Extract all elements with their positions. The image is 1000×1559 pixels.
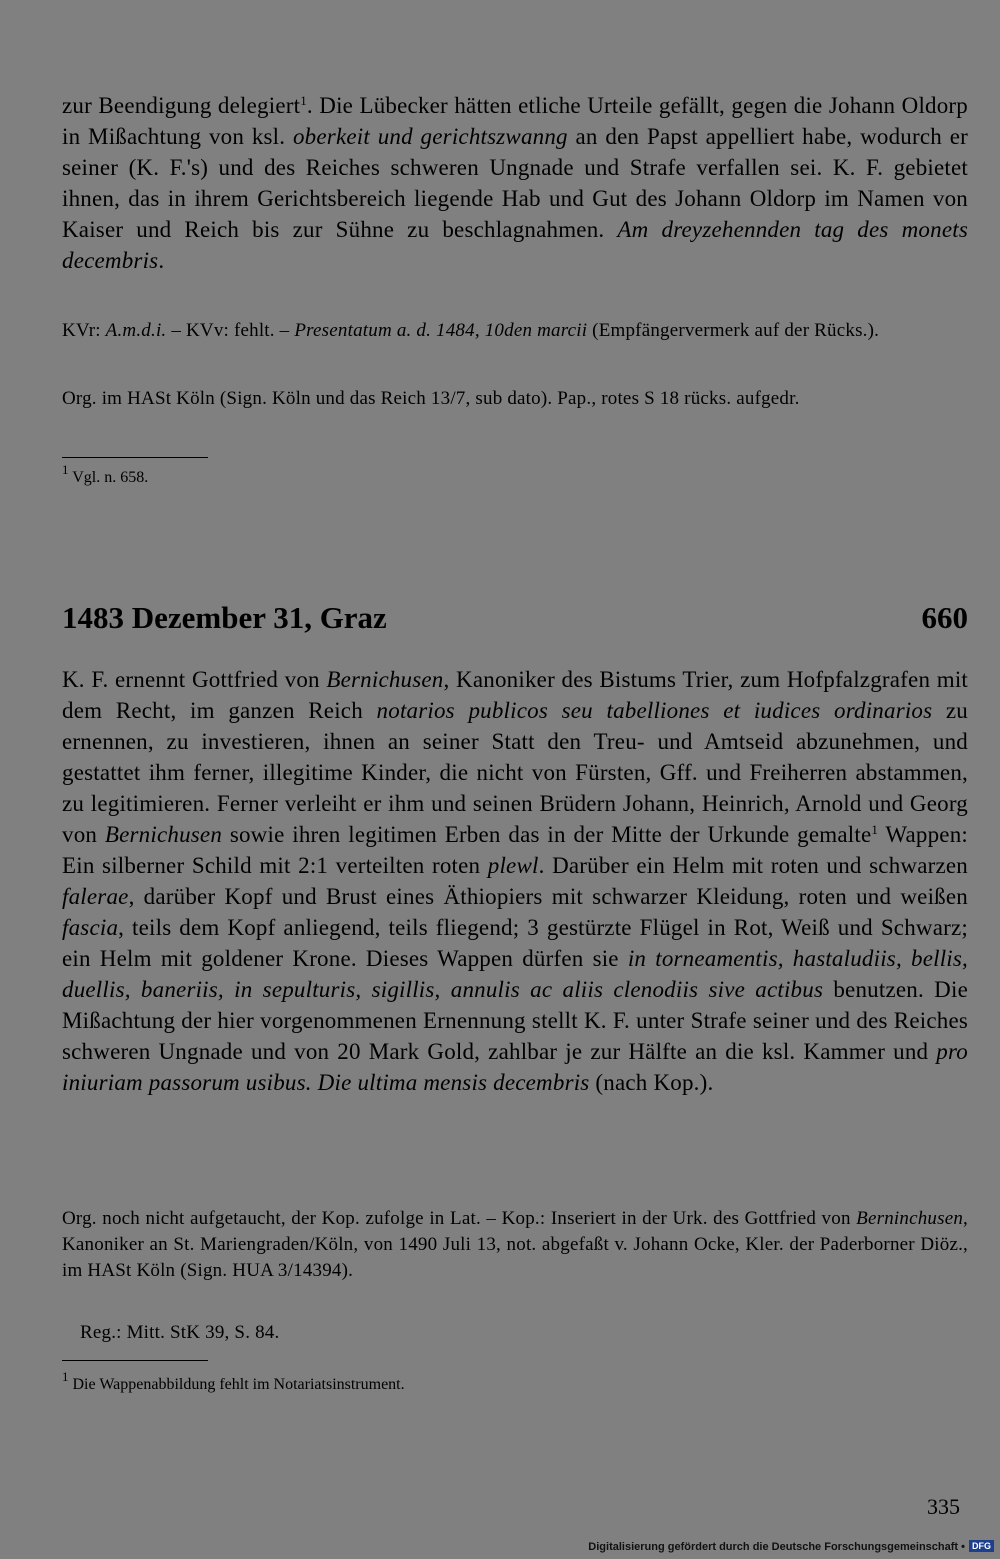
entry-659-body: zur Beendigung delegiert$^1$. Die Lübecker hätten etliche Urteile gefällt, gegen die Johann Oldorp in Mißachtung von ksl. oberkeit und gerichtszwanng an den Papst appelliert habe, wodurch er seiner (K. F.'s) und des Reiches schweren Ungnade und Strafe verfallen sei. K. F. gebietet ihnen, das in ihrem Gerichtsbereich liegende Hab und Gut des Johann Oldorp im Namen von Kaiser und Reich bis zur Sühne zu beschlagnahmen. Am dreyzehennden tag des monets decembris. [62, 93, 969, 273]
page-number: 335 [927, 1494, 960, 1519]
entry-date-place: 1483 Dezember 31, Graz [62, 600, 387, 635]
entry-659-kanzleivermerk: KVr: A.m.d.i. – KVv: fehlt. – Presentatum a. d. 1484, 10den marcii (Empfängervermerk auf der Rücks.). [62, 320, 880, 341]
dfg-logo-icon: DFG [969, 1540, 994, 1552]
entry-660-body: K. F. ernennt Gottfried von Bernichusen, Kanoniker des Bistums Trier, zum Hofpfalzgrafen mit dem Recht, im ganzen Reich notarios publicos seu tabelliones et iudices ordinarios zu ernennen, zu investieren, ihnen an seiner Statt den Treu- und Amtseid abzunehmen, und gestattet ihm ferner, illegitime Kinder, die nicht von Fürsten, Gff. und Freiherren abstammen, zu legitimieren. Ferner verleiht er ihm und seinen Brüdern Johann, Heinrich, Arnold und Georg von Bernichusen sowie ihren legitimen Erben das in der Mitte der Urkunde gemalte$^1$ Wappen: Ein silberner Schild mit 2:1 verteilten roten plewl. Darüber ein Helm mit roten und schwarzen falerae, darüber Kopf und Brust eines Äthiopiers mit schwarzer Kleidung, roten und weißen fascia, teils dem Kopf anliegend, teils fliegend; 3 gestürzte Flügel in Rot, Weiß und Schwarz; ein Helm mit goldener Krone. Dieses Wappen dürfen sie in torneamentis, hastaludiis, bellis, duellis, baneriis, in sepulturis, sigillis, annulis ac aliis clenodiis sive actibus benutzen. Die Mißachtung der hier vorgenommenen Ernennung stellt K. F. unter Strafe seiner und des Reiches schweren Ungnade und von 20 Mark Gold, zahlbar je zur Hälfte an die ksl. Kammer und pro iniuriam passorum usibus. Die ultima mensis decembris (nach Kop.). [62, 667, 969, 1095]
footnote-rule [62, 1360, 208, 1361]
entry-659-original-note: Org. im HASt Köln (Sign. Köln und das Reich 13/7, sub dato). Pap., rotes S 18 rücks. aufgedr. [62, 388, 800, 409]
funding-banner: Digitalisierung gefördert durch die Deutsche Forschungsgemeinschaft • DFG [588, 1540, 994, 1554]
entry-660-original-note: Org. noch nicht aufgetaucht, der Kop. zufolge in Lat. – Kop.: Inseriert in der Urk. des Gottfried von Berninchusen, Kanoniker an St. Mariengraden/Köln, von 1490 Juli 13, not. abgefaßt v. Johann Ocke, Kler. der Paderborner Diöz., im HASt Köln (Sign. HUA 3/14394). [62, 1208, 968, 1281]
entry-number: 660 [921, 600, 968, 635]
entry-660-regest: Reg.: Mitt. StK 39, S. 84. [80, 1322, 280, 1343]
footnote-rule [62, 457, 208, 458]
entry-660-heading [62, 598, 968, 638]
entry-660-footnote: $^1$ Die Wappenabbildung fehlt im Notariatsinstrument. [62, 1369, 405, 1393]
entry-659-footnote: $^1$ Vgl. n. 658. [62, 462, 149, 486]
